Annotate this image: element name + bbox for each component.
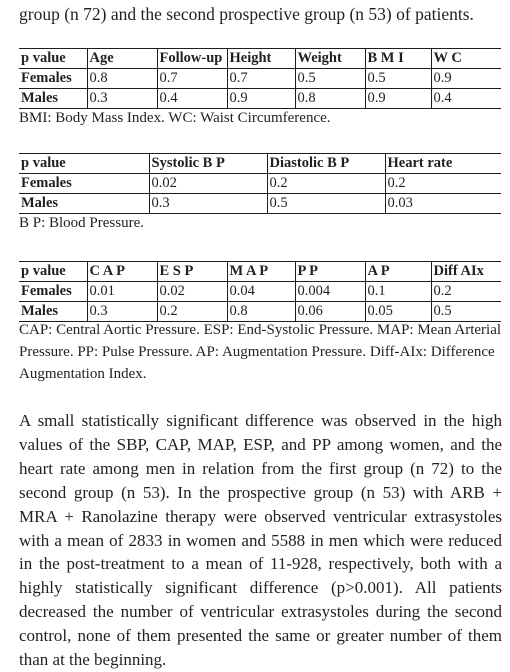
intro-line: group (n 72) and the second prospective group (n 53) of patients.: [19, 4, 474, 24]
table-header-cell: W C: [431, 49, 501, 69]
table-cell: 0.5: [431, 302, 501, 322]
table-header-cell: P P: [295, 262, 365, 282]
table-header-cell: Heart rate: [385, 154, 501, 174]
row-label: Females: [19, 69, 87, 89]
arterial-stiffness-p-value-table: [19, 261, 501, 322]
table-cell: 0.04: [227, 282, 295, 302]
table-cell: 0.9: [431, 69, 501, 89]
table-header-row: [19, 262, 501, 282]
table-cell: 0.7: [227, 69, 295, 89]
table-header-cell: C A P: [87, 262, 157, 282]
table-cell: 0.5: [365, 69, 431, 89]
table-cell: 0.02: [149, 174, 267, 194]
row-label: Females: [19, 282, 87, 302]
table-header-row: [19, 49, 501, 69]
table-cell: 0.7: [157, 69, 227, 89]
table-cell: 0.2: [267, 174, 385, 194]
table-row: [19, 69, 501, 89]
row-label: Males: [19, 302, 87, 322]
table-cell: 0.4: [157, 89, 227, 109]
row-label: Females: [19, 174, 149, 194]
table-row: [19, 282, 501, 302]
table-header-cell: p value: [19, 154, 149, 174]
table-header-cell: p value: [19, 49, 87, 69]
table-cell: 0.4: [431, 89, 501, 109]
table-cell: 0.01: [87, 282, 157, 302]
table-header-cell: E S P: [157, 262, 227, 282]
row-label: Males: [19, 89, 87, 109]
table-cell: 0.03: [385, 194, 501, 214]
table-row: [19, 89, 501, 109]
table-header-cell: Systolic B P: [149, 154, 267, 174]
table-header-cell: Diff AIx: [431, 262, 501, 282]
table1-caption: BMI: Body Mass Index. WC: Waist Circumference.: [19, 110, 331, 126]
table2-caption: B P: Blood Pressure.: [19, 215, 145, 231]
table-cell: 0.8: [87, 69, 157, 89]
table-cell: 0.05: [365, 302, 431, 322]
table3-caption: CAP: Central Aortic Pressure. ESP: End-Systolic Pressure. MAP: Mean Arterial Pressure. PP: Pulse Pressure. AP: Augmentation Pressure. Diff-AIx: Difference Augmentation Index.: [19, 322, 502, 382]
table-cell: 0.9: [365, 89, 431, 109]
table-cell: 0.9: [227, 89, 295, 109]
table-cell: 0.06: [295, 302, 365, 322]
table-header-cell: p value: [19, 262, 87, 282]
table-header-cell: Height: [227, 49, 295, 69]
anthropometric-p-value-table: [19, 48, 501, 109]
table-cell: 0.3: [87, 89, 157, 109]
row-label: Males: [19, 194, 149, 214]
blood-pressure-p-value-table: [19, 153, 501, 214]
table-header-cell: A P: [365, 262, 431, 282]
table-cell: 0.2: [157, 302, 227, 322]
table-cell: 0.004: [295, 282, 365, 302]
table-cell: 0.2: [385, 174, 501, 194]
table-cell: 0.8: [227, 302, 295, 322]
table-cell: 0.5: [267, 194, 385, 214]
table-row: [19, 194, 501, 214]
table-cell: 0.3: [149, 194, 267, 214]
table-header-cell: Weight: [295, 49, 365, 69]
table-cell: 0.8: [295, 89, 365, 109]
table-cell: 0.3: [87, 302, 157, 322]
table-header-cell: Diastolic B P: [267, 154, 385, 174]
table-header-cell: M A P: [227, 262, 295, 282]
table-header-cell: B M I: [365, 49, 431, 69]
table-header-row: [19, 154, 501, 174]
table-header-cell: Follow-up: [157, 49, 227, 69]
table-row: [19, 174, 501, 194]
table-cell: 0.5: [295, 69, 365, 89]
table-header-cell: Age: [87, 49, 157, 69]
table-cell: 0.1: [365, 282, 431, 302]
results-paragraph: A small statistically significant difference was observed in the high values of the SBP, CAP, MAP, ESP, and PP among women, and the heart rate among men in relation from the first group (n 72) to the second group (n 53). In the prospective group (n 53) with ARB + MRA + Ranolazine therapy were observed ventricular extrasystoles with a mean of 2833 in women and 5588 in men which were reduced in the post-treatment to a mean of 11-928, respectively, both with a highly statistically significant difference (p>0.001). All patients decreased the number of ventricular extrasystoles during the second control, none of them presented the same or greater number of them than at the beginning.: [19, 411, 502, 670]
table-cell: 0.02: [157, 282, 227, 302]
table-cell: 0.2: [431, 282, 501, 302]
